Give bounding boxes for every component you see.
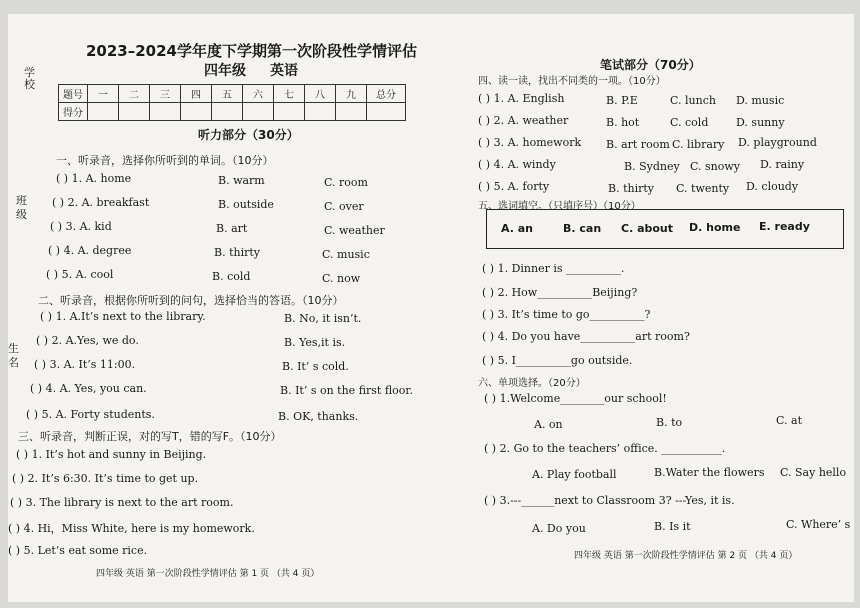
section-1-title: 一、听录音，选择你所听到的单词。（10分）	[56, 154, 274, 167]
option-b: B. thirty	[214, 246, 260, 259]
option-b: B. art room	[606, 138, 670, 151]
score-cell: 题号	[59, 85, 88, 103]
score-input-cell[interactable]	[243, 103, 274, 121]
question-text: ( ) 5. I__________go outside.	[482, 354, 633, 367]
margin-label-class-1: 班	[16, 194, 27, 207]
option-b: B. outside	[218, 198, 274, 211]
score-cell: 一	[88, 85, 119, 103]
score-cell: 三	[150, 85, 181, 103]
option-c: C. now	[322, 272, 361, 285]
binding-margin	[8, 14, 48, 602]
margin-label-student-1: 生	[8, 342, 19, 355]
score-table	[58, 84, 406, 121]
section-5-title: 五、选词填空。（只填序号）（10分）	[478, 201, 641, 212]
question-text: ( ) 1. A. English	[478, 92, 565, 105]
score-cell: 九	[336, 85, 367, 103]
option-d: D. sunny	[736, 116, 785, 129]
option-b: B. It’ s on the first floor.	[280, 384, 413, 397]
score-table-header-row	[59, 85, 406, 103]
option-b: B. P.E	[606, 94, 638, 107]
score-input-cell[interactable]	[367, 103, 406, 121]
subject-label: 英语	[270, 63, 298, 79]
section-3-title: 三、听录音，判断正误，对的写T，错的写F。（10分）	[18, 430, 282, 443]
option-b: B. art	[216, 222, 248, 235]
score-input-cell[interactable]	[212, 103, 243, 121]
option-d: D. cloudy	[746, 180, 799, 193]
question-text: ( ) 3. The library is next to the art room.	[10, 496, 234, 509]
section-2-title: 二、听录音，根据你所听到的问句，选择恰当的答语。（10分）	[38, 294, 344, 307]
question-text: ( ) 5. A. Forty students.	[26, 408, 155, 421]
section-4-title: 四、读一读，找出不同类的一项。（10分）	[478, 76, 666, 87]
option-b: B. to	[656, 416, 683, 429]
question-text: ( ) 3. A. homework	[478, 136, 582, 149]
score-table-score-row	[59, 103, 406, 121]
option-c: C. twenty	[676, 182, 730, 195]
option-c: C. at	[776, 414, 802, 427]
question-text: ( ) 2. It’s 6:30. It’s time to get up.	[12, 472, 199, 485]
score-cell: 总分	[367, 85, 406, 103]
exam-sheet	[8, 14, 854, 602]
option-b: B.Water the flowers	[654, 466, 765, 479]
question-text: ( ) 2. A. weather	[478, 114, 569, 127]
margin-label-class-2: 级	[16, 208, 27, 221]
option-b: B. Sydney	[624, 160, 680, 173]
option-c: C. cold	[670, 116, 709, 129]
option-b: B. cold	[212, 270, 251, 283]
question-text: ( ) 2. A. breakfast	[52, 196, 150, 209]
question-text: ( ) 3. A. kid	[50, 220, 112, 233]
listening-title: 听力部分（30分）	[198, 128, 299, 142]
page-footer-2: 四年级 英语 第一次阶段性学情评估 第 2 页 （共 4 页）	[574, 551, 798, 561]
option-b: B. hot	[606, 116, 640, 129]
question-text: ( ) 5. Let’s eat some rice.	[8, 544, 148, 557]
option-c: C. lunch	[670, 94, 716, 107]
score-cell: 二	[119, 85, 150, 103]
section-6-title: 六、单项选择。（20分）	[478, 378, 586, 389]
option-b: B. Yes,it is.	[284, 336, 346, 349]
score-cell: 五	[212, 85, 243, 103]
question-text: ( ) 1. A.It’s next to the library.	[40, 310, 206, 323]
margin-label-school-1: 学	[24, 66, 35, 79]
option-c: C. Where’ s	[786, 518, 851, 531]
option-d: D. music	[736, 94, 785, 107]
question-text: ( ) 1.Welcome________our school!	[484, 392, 667, 405]
question-text: ( ) 3. A. It’s 11:00.	[34, 358, 136, 371]
option-d: D. playground	[738, 136, 817, 149]
score-input-cell[interactable]	[119, 103, 150, 121]
exam-title: 2023–2024学年度下学期第一次阶段性学情评估	[86, 42, 417, 60]
option-b: B. OK, thanks.	[278, 410, 359, 423]
option-b: B. No, it isn’t.	[284, 312, 362, 325]
question-text: ( ) 1. Dinner is __________.	[482, 262, 625, 275]
score-input-cell[interactable]	[88, 103, 119, 121]
option-c: C. room	[324, 176, 368, 189]
question-text: ( ) 4. A. degree	[48, 244, 132, 257]
score-cell: 得分	[59, 103, 88, 121]
score-input-cell[interactable]	[274, 103, 305, 121]
score-cell: 六	[243, 85, 274, 103]
question-text: ( ) 4. A. windy	[478, 158, 556, 171]
question-text: ( ) 1. It’s hot and sunny in Beijing.	[16, 448, 207, 461]
option-c: C. library	[672, 138, 725, 151]
grade-label: 四年级	[204, 63, 246, 79]
word-bank-option: C. about	[621, 222, 674, 235]
written-title: 笔试部分（70分）	[600, 58, 701, 72]
page-footer-1: 四年级 英语 第一次阶段性学情评估 第 1 页 （共 4 页）	[96, 569, 320, 579]
word-bank-option: D. home	[689, 221, 741, 234]
question-text: ( ) 3. It’s time to go__________?	[482, 308, 651, 321]
option-b: B. warm	[218, 174, 265, 187]
word-bank-option: A. an	[501, 222, 533, 235]
option-b: B. It’ s cold.	[282, 360, 349, 373]
score-cell: 七	[274, 85, 305, 103]
score-cell: 四	[181, 85, 212, 103]
word-bank-box	[486, 209, 844, 249]
word-bank-option: B. can	[563, 222, 602, 235]
question-text: ( ) 4. Do you have__________art room?	[482, 330, 690, 343]
option-a: A. Do you	[532, 522, 586, 535]
option-d: D. rainy	[760, 158, 805, 171]
word-bank-option: E. ready	[759, 220, 810, 233]
score-input-cell[interactable]	[336, 103, 367, 121]
question-text: ( ) 5. A. cool	[46, 268, 114, 281]
margin-label-school-2: 校	[24, 78, 35, 91]
question-text: ( ) 4. Hi，Miss White, here is my homework.	[8, 522, 255, 535]
option-a: A. Play football	[532, 468, 617, 481]
option-b: B. thirty	[608, 182, 654, 195]
score-cell: 八	[305, 85, 336, 103]
margin-label-student-2: 名	[8, 356, 19, 369]
question-text: ( ) 2. Go to the teachers’ office. ___________.	[484, 442, 726, 455]
option-b: B. Is it	[654, 520, 691, 533]
question-text: ( ) 2. A.Yes, we do.	[36, 334, 139, 347]
question-text: ( ) 3.---______next to Classroom 3? ---Yes, it is.	[484, 494, 735, 507]
option-a: A. on	[534, 418, 563, 431]
option-c: C. Say hello	[780, 466, 847, 479]
question-text: ( ) 4. A. Yes, you can.	[30, 382, 147, 395]
question-text: ( ) 1. A. home	[56, 172, 132, 185]
score-input-cell[interactable]	[305, 103, 336, 121]
option-c: C. weather	[324, 224, 385, 237]
question-text: ( ) 2. How__________Beijing?	[482, 286, 638, 299]
option-c: C. over	[324, 200, 364, 213]
option-c: C. snowy	[690, 160, 740, 173]
score-input-cell[interactable]	[181, 103, 212, 121]
option-c: C. music	[322, 248, 370, 261]
question-text: ( ) 5. A. forty	[478, 180, 550, 193]
score-input-cell[interactable]	[150, 103, 181, 121]
